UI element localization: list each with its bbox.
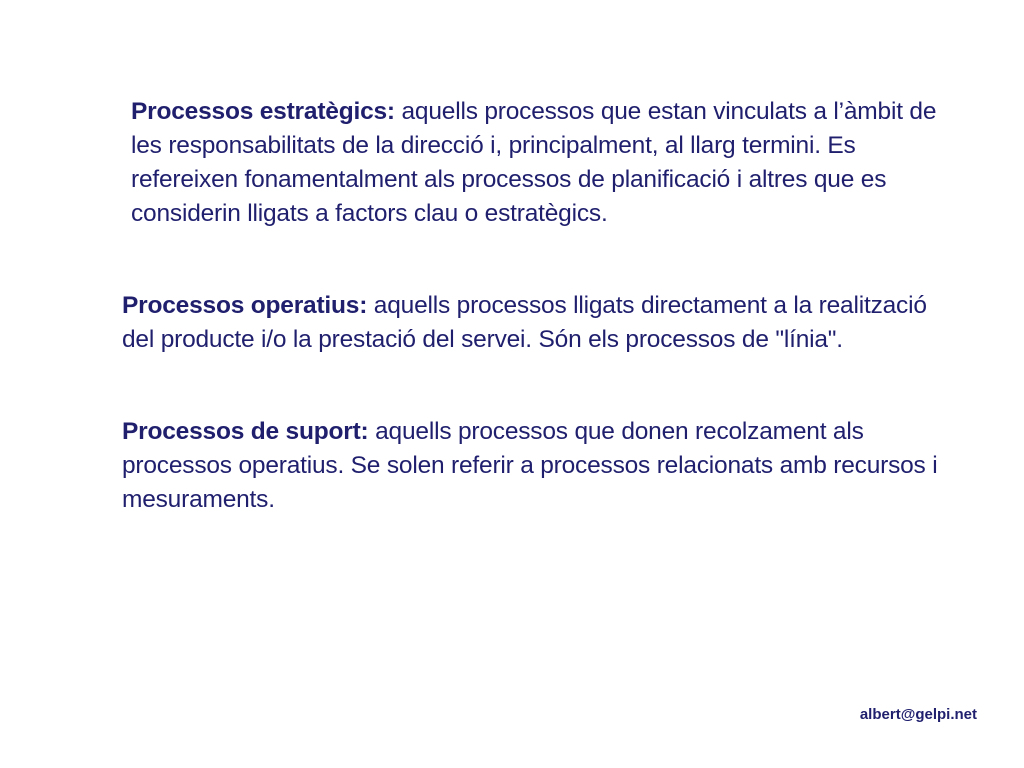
paragraph-strategic-processes [131,95,961,231]
paragraph-support-processes [122,415,967,517]
term-operative-processes: Processos operatius: [122,292,368,319]
definition-support-processes: aquells processos que donen recolzament als processos operatius. Se solen referir a processos relacionats amb recursos i mesuraments. [122,418,938,513]
footer-email: albert@gelpi.net [859,706,977,723]
paragraph-operative-processes [122,289,962,357]
term-strategic-processes: Processos estratègics: [131,98,395,125]
definition-strategic-processes: aquells processos que estan vinculats a l’àmbit de les responsabilitats de la direcció i, principalment, al llarg termini. Es refereixen fonamentalment als processos de planificació i altres que es considerin lligats a factors clau o estratègics. [131,98,937,227]
term-support-processes: Processos de suport: [122,418,369,445]
definition-operative-processes: aquells processos lligats directament a la realització del producte i/o la prestació del servei. Són els processos de "línia". [122,292,927,353]
